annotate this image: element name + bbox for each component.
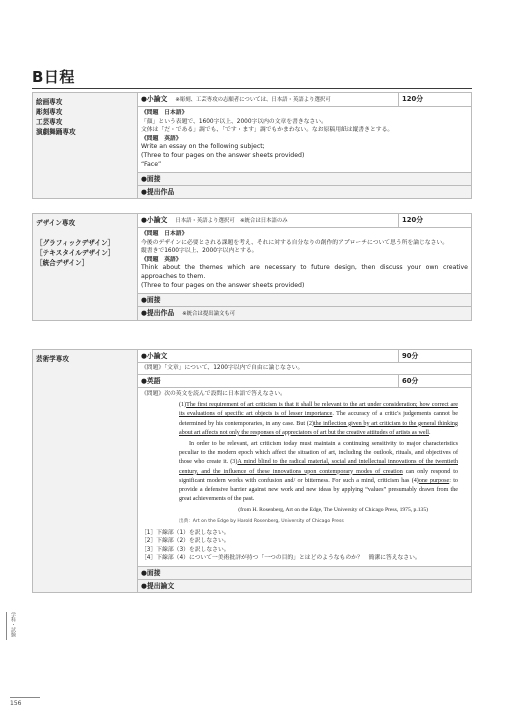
interview-row: ●面接 — [138, 294, 472, 307]
section-art-studies — [32, 349, 472, 593]
interview-row: ●面接 — [138, 173, 472, 186]
dept-graphic: ［グラフィックデザイン］ — [36, 239, 115, 247]
essay-time: 90分 — [399, 350, 472, 363]
thesis-row: ●提出論文 — [138, 580, 472, 593]
underline-2: the inflection given by art criticism to the general thinking about art affects not only the responses of appreciators of art but the creative attitudes of artists as well — [179, 420, 458, 436]
dept-list — [33, 93, 138, 199]
dept-textile: ［テキスタイルデザイン］ — [36, 249, 115, 257]
citation: (from H. Rosenberg, Art on the Edge, The University of Chicago Press, 1975, p.135) — [238, 507, 428, 514]
page-title: B日程 — [32, 68, 75, 86]
underline-1: The first requirement of art criticism is that it shall be relevant to the art under consideration; how correct are its evaluations of specific art objects is of lesser importance — [179, 402, 458, 418]
english-heading: ●英語 — [138, 374, 399, 387]
en-line: Think about the themes which are necessary to future design, then discuss your own creative approaches to them. — [141, 264, 468, 280]
dept-sculpture: 彫刻専攻 — [36, 108, 63, 116]
works-row: ●提出作品 — [138, 186, 472, 199]
essay-note: ※彫刻、工芸専攻の志願者については、日本語・英語より選択可 — [175, 97, 331, 103]
page-rule — [10, 697, 40, 698]
passage-paragraph-1: (1)The first requirement of art criticism is that it shall be relevant to the art under consideration; how correct are its evaluations of specific art objects is of lesser importance. The accuracy of a critic's judgements cannot be determined by his contemporaries, in any case. But (2)the inflection given by art criticism to the general thinking about art affects not only the responses of appreciators of art but the creative attitudes of artists as well. — [179, 402, 459, 436]
section-design — [32, 213, 472, 321]
works-note: ※統合は提出論文も可 — [182, 311, 236, 318]
essay-note: 日本語・英語より選択可 ※統合は日本語のみ — [175, 218, 288, 224]
dept-art-studies: 芸術学専攻 — [36, 355, 69, 363]
question-item: ［2］下線部（2）を訳しなさい。 — [141, 538, 230, 545]
essay-time: 120分 — [399, 93, 472, 107]
page-number: 156 — [10, 700, 22, 707]
jp-line: 今後のデザインに必要とされる課題を考え、それに対する自分なりの創作的アプローチについて思う所を論じなさい。 — [141, 239, 449, 246]
en-line: Write an essay on the following subject; — [141, 143, 265, 151]
title-rule — [32, 88, 472, 89]
side-tab: 学科・試験 — [6, 612, 17, 640]
en-label: 《問題 英語》 — [141, 256, 182, 263]
english-time: 60分 — [399, 374, 472, 387]
jp-line: 縦書きで1600字以上、2000字以内とする。 — [141, 248, 258, 255]
essay-body — [138, 107, 472, 173]
en-line: “Face” — [141, 160, 162, 168]
jp-line: 文体は「だ・である」調でも、「です・ます」調でもかまわない。なお原稿用紙は縦書きとする。 — [141, 127, 394, 134]
essay-question: 《問題》「文章」について、1200字以内で自由に論じなさい。 — [138, 363, 472, 375]
dept-list — [33, 350, 138, 593]
essay-heading: ●小論文 日本語・英語より選択可 ※統合は日本語のみ — [138, 214, 399, 228]
essay-time: 120分 — [399, 214, 472, 228]
question-item: ［3］下線部（3）を訳しなさい。 — [141, 546, 230, 553]
dept-painting: 絵画専攻 — [36, 98, 63, 106]
essay-body — [138, 228, 472, 294]
jp-line: 「顔」という表題で、1600字以上、2000字以内の文章を書きなさい。 — [141, 118, 327, 125]
question-item: ［1］下線部（1）を訳しなさい。 — [141, 529, 230, 536]
en-line: (Three to four pages on the answer sheets provided) — [141, 281, 305, 289]
english-body — [138, 387, 472, 566]
en-line: (Three to four pages on the answer sheets provided) — [141, 151, 305, 159]
dept-list — [33, 214, 138, 321]
section-fine-arts — [32, 92, 472, 199]
interview-row: ●面接 — [138, 567, 472, 580]
english-intro: 《問題》次の英文を読んで設問に日本語で答えなさい。 — [141, 390, 286, 397]
dept-drama-dance: 演劇舞踊専攻 — [36, 128, 76, 136]
jp-label: 《問題 日本語》 — [141, 231, 188, 237]
works-row: ●提出作品 ※統合は提出論文も可 — [138, 307, 472, 321]
dept-integrated: ［統合デザイン］ — [36, 259, 89, 267]
essay-heading: ●小論文 — [138, 350, 399, 363]
dept-crafts: 工芸専攻 — [36, 118, 63, 126]
underline-4: one purpose — [418, 477, 450, 484]
en-label: 《問題 英語》 — [141, 135, 182, 142]
question-list — [141, 529, 468, 563]
passage-paragraph-2: In order to be relevant, art criticism today must maintain a continuing sensitivity to major characteristics peculiar to the modern epoch which affect the situation of art, including the outlook, rituals, and objectives of those who create it. (3)A mind blind to the radical material, social and intellectual innovations of the twentieth century, and the influence of these innovations upon contemporary modes of creation can only respond to significant modern works with confusion and/ or bitterness. For such a mind, criticism has (4)one purpose: to provide a defensive barrier against new work and new ideas by applying “values” presumably drawn from the great achievements of the past. — [179, 441, 458, 503]
underline-3: A mind blind to the radical material, social and intellectual innovations of the twentieth century, and the influence of these innovations upon contemporary modes of creation — [179, 459, 458, 475]
question-item: ［4］下線部（4）について一美術批評が持つ「一つの目的」とはどのようなものか？ 簡潔に答えなさい。 — [141, 555, 421, 562]
source-note: 出典：Art on the Edge by Harold Rosenberg, University of Chicago Press — [179, 518, 344, 524]
dept-design: デザイン専攻 — [36, 219, 76, 227]
essay-heading: ●小論文 ※彫刻、工芸専攻の志願者については、日本語・英語より選択可 — [138, 93, 399, 107]
jp-label: 《問題 日本語》 — [141, 110, 188, 116]
